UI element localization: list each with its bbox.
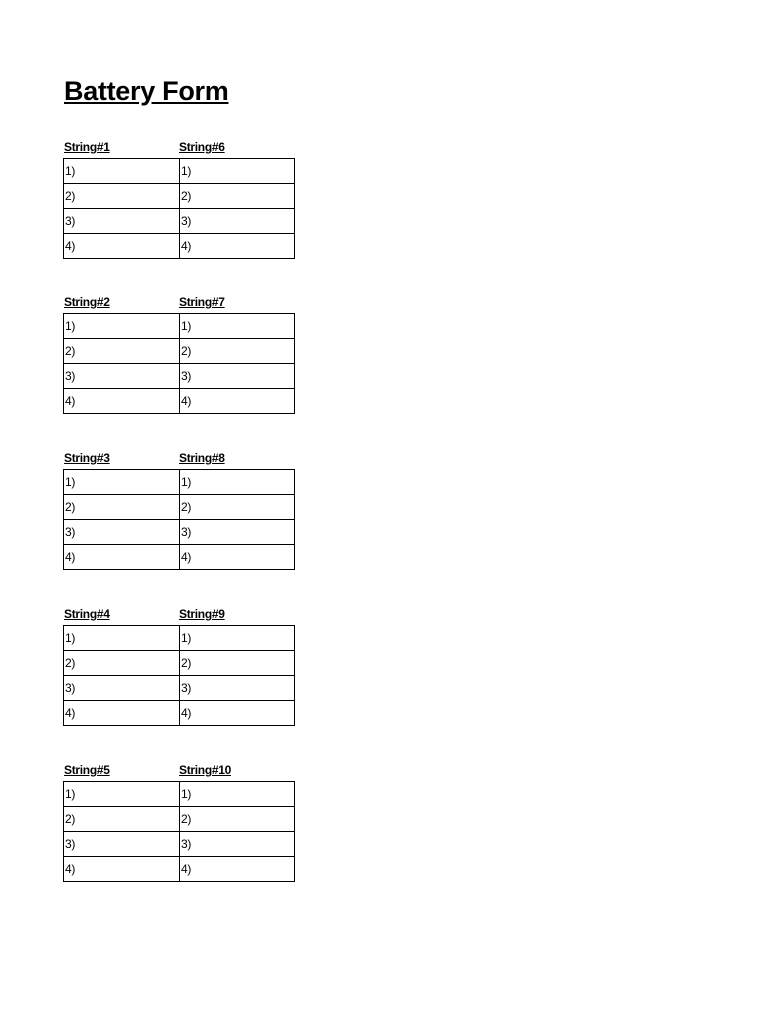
cell-right[interactable]: 1) xyxy=(180,626,295,651)
cell-right[interactable]: 2) xyxy=(180,651,295,676)
cell-left[interactable]: 1) xyxy=(64,782,180,807)
string-table xyxy=(63,781,295,882)
cell-left[interactable]: 4) xyxy=(64,234,180,259)
string-group xyxy=(63,606,293,726)
cell-right[interactable]: 3) xyxy=(180,209,295,234)
string-table xyxy=(63,469,295,570)
cell-left[interactable]: 4) xyxy=(64,389,180,414)
string-table xyxy=(63,625,295,726)
string-header-right: String#7 xyxy=(179,295,225,309)
table-row xyxy=(64,857,295,882)
cell-left[interactable]: 1) xyxy=(64,314,180,339)
cell-left[interactable]: 3) xyxy=(64,832,180,857)
group-headers xyxy=(63,450,293,469)
string-table xyxy=(63,158,295,259)
cell-right[interactable]: 4) xyxy=(180,545,295,570)
cell-right[interactable]: 3) xyxy=(180,520,295,545)
cell-left[interactable]: 3) xyxy=(64,209,180,234)
cell-left[interactable]: 1) xyxy=(64,470,180,495)
cell-right[interactable]: 3) xyxy=(180,676,295,701)
table-row xyxy=(64,782,295,807)
group-headers xyxy=(63,294,293,313)
table-row xyxy=(64,364,295,389)
table-row xyxy=(64,339,295,364)
cell-right[interactable]: 2) xyxy=(180,495,295,520)
table-row xyxy=(64,807,295,832)
string-header-right: String#8 xyxy=(179,451,225,465)
cell-right[interactable]: 2) xyxy=(180,807,295,832)
cell-left[interactable]: 1) xyxy=(64,626,180,651)
string-header-left: String#5 xyxy=(64,763,110,777)
string-header-left: String#4 xyxy=(64,607,110,621)
cell-right[interactable]: 3) xyxy=(180,832,295,857)
string-header-left: String#1 xyxy=(64,140,110,154)
cell-right[interactable]: 4) xyxy=(180,389,295,414)
string-header-left: String#3 xyxy=(64,451,110,465)
cell-left[interactable]: 2) xyxy=(64,807,180,832)
table-row xyxy=(64,184,295,209)
cell-left[interactable]: 4) xyxy=(64,701,180,726)
table-row xyxy=(64,470,295,495)
table-row xyxy=(64,159,295,184)
string-header-right: String#6 xyxy=(179,140,225,154)
table-row xyxy=(64,701,295,726)
cell-left[interactable]: 4) xyxy=(64,545,180,570)
table-row xyxy=(64,234,295,259)
cell-right[interactable]: 3) xyxy=(180,364,295,389)
cell-left[interactable]: 2) xyxy=(64,184,180,209)
string-header-right: String#9 xyxy=(179,607,225,621)
string-header-left: String#2 xyxy=(64,295,110,309)
group-headers xyxy=(63,139,293,158)
table-row xyxy=(64,209,295,234)
table-row xyxy=(64,520,295,545)
cell-left[interactable]: 2) xyxy=(64,651,180,676)
table-row xyxy=(64,389,295,414)
page-title: Battery Form xyxy=(64,76,229,106)
group-headers xyxy=(63,606,293,625)
cell-right[interactable]: 4) xyxy=(180,857,295,882)
string-group xyxy=(63,294,293,414)
table-row xyxy=(64,314,295,339)
string-group xyxy=(63,139,293,259)
cell-right[interactable]: 4) xyxy=(180,701,295,726)
cell-right[interactable]: 1) xyxy=(180,159,295,184)
cell-right[interactable]: 2) xyxy=(180,184,295,209)
cell-left[interactable]: 2) xyxy=(64,495,180,520)
string-header-right: String#10 xyxy=(179,763,231,777)
cell-left[interactable]: 3) xyxy=(64,520,180,545)
cell-right[interactable]: 1) xyxy=(180,314,295,339)
string-table xyxy=(63,313,295,414)
group-headers xyxy=(63,762,293,781)
cell-right[interactable]: 2) xyxy=(180,339,295,364)
table-row xyxy=(64,626,295,651)
table-row xyxy=(64,832,295,857)
string-group xyxy=(63,450,293,570)
table-row xyxy=(64,495,295,520)
cell-left[interactable]: 4) xyxy=(64,857,180,882)
cell-right[interactable]: 4) xyxy=(180,234,295,259)
table-row xyxy=(64,651,295,676)
cell-left[interactable]: 3) xyxy=(64,364,180,389)
table-row xyxy=(64,676,295,701)
table-row xyxy=(64,545,295,570)
string-group xyxy=(63,762,293,882)
cell-left[interactable]: 1) xyxy=(64,159,180,184)
cell-right[interactable]: 1) xyxy=(180,782,295,807)
cell-right[interactable]: 1) xyxy=(180,470,295,495)
cell-left[interactable]: 3) xyxy=(64,676,180,701)
cell-left[interactable]: 2) xyxy=(64,339,180,364)
